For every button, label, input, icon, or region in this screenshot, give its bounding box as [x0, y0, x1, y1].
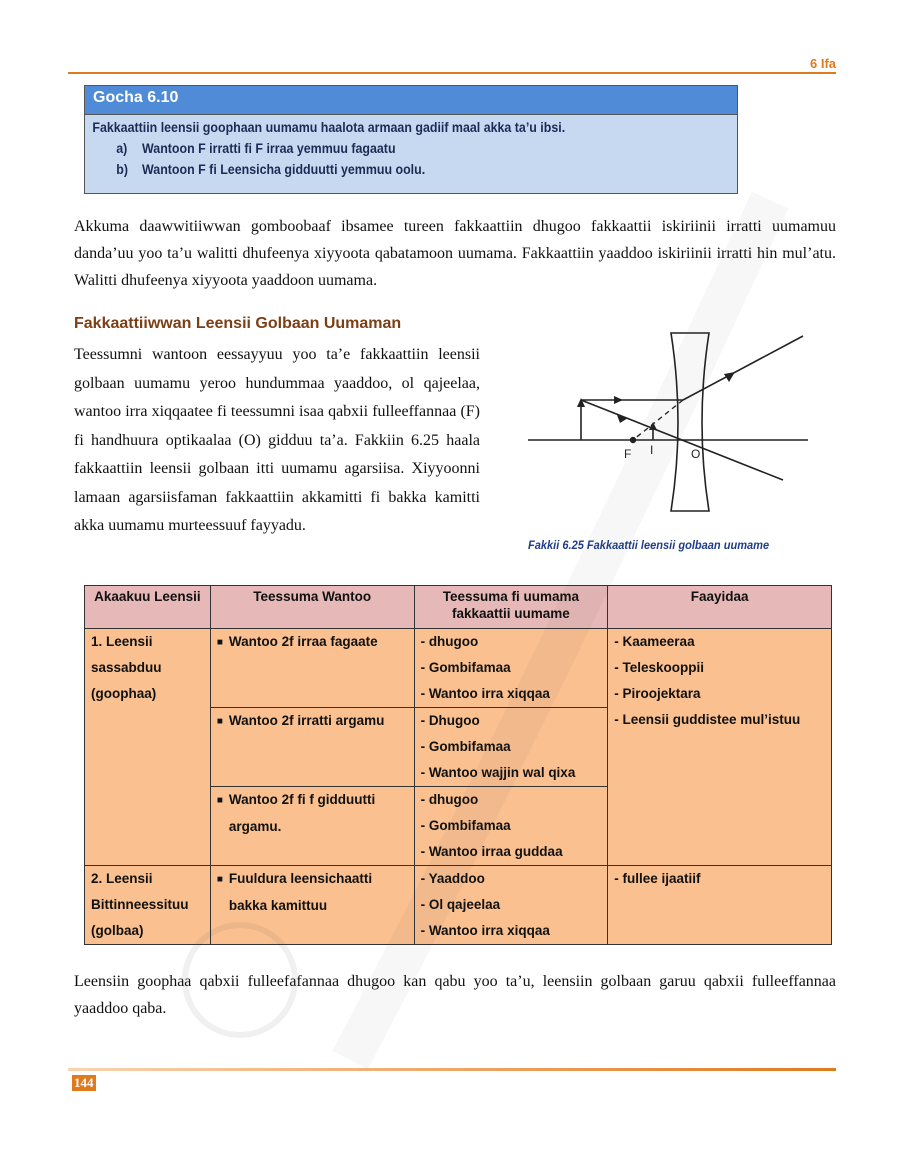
cell-text: Wantoo 2f irraa fagaate	[228, 634, 378, 649]
concave-lens-shape	[671, 333, 709, 511]
cell-text: Wantoo irra xiqqaa	[428, 923, 550, 938]
cell-text: Kaameeraa	[622, 634, 695, 649]
table-row	[85, 629, 832, 708]
cell-text: 2. Leensii	[91, 871, 153, 886]
header-object-position: Teessuma Wantoo	[210, 586, 414, 629]
bullet-icon: ■	[216, 795, 223, 806]
ray-arrow-head	[614, 396, 623, 404]
cell-text: Piroojektara	[622, 686, 701, 701]
chapter-label: 6 Ifa	[809, 56, 836, 71]
cell-text: Wantoo irraa guddaa	[428, 844, 563, 859]
intro-paragraph: Akkuma daawwitiiwwan gomboobaaf ibsamee tureen fakkaattiin dhugoo fakkaattii iskiriinii irratti uumamuu danda’uu yoo ta’u walitti dhufeenya xiyyoota qabatamoon uumama. Fakkaattiin yaaddoo iskiriinii irratti hin mul’atu. Walitti dhufeenya xiyyoota yaaddoon uumama.	[74, 218, 836, 289]
cell-text: - fullee ijaatiif	[614, 871, 701, 886]
page-number: 144	[74, 1075, 94, 1090]
cell-text: Dhugoo	[428, 713, 480, 728]
section-heading: Fakkaattiiwwan Leensii Golbaan Uumaman	[74, 315, 402, 332]
image-nature-cell: - dhugoo - Gombifamaa - Wantoo irra xiqqaa	[414, 629, 608, 708]
cell-text: (golbaa)	[91, 923, 144, 938]
virtual-extension	[633, 400, 683, 440]
cell-text: Gombifamaa	[428, 660, 511, 675]
lens-type-cell	[85, 629, 211, 866]
cell-text: Wantoo irra xiqqaa	[428, 686, 550, 701]
top-rule	[68, 72, 836, 74]
bullet-icon: ■	[216, 716, 223, 727]
image-nature-cell: - Dhugoo - Gombifamaa - Wantoo wajjin wal qixa	[414, 708, 608, 787]
cell-text: Wantoo 2f fi f gidduutti	[228, 792, 376, 807]
refracted-ray	[683, 336, 803, 400]
focal-point	[630, 437, 636, 443]
activity-item-label: a)	[116, 141, 128, 156]
lens-type-cell	[85, 866, 211, 945]
figure-caption: Fakkii 6.25 Fakkaattii leensii golbaan uumame	[528, 538, 770, 552]
cell-text: Wantoo wajjin wal qixa	[428, 765, 576, 780]
activity-title: Gocha 6.10	[85, 86, 737, 115]
image-label: I	[650, 443, 654, 457]
object-position-cell	[210, 629, 414, 708]
uses-cell: - Kaameeraa - Teleskooppii - Piroojektara - Leensii guddistee mul’istuu	[608, 629, 832, 866]
image-nature-cell: - Yaaddoo - Ol qajeelaa - Wantoo irra xiqqaa	[414, 866, 608, 945]
uses-cell	[608, 866, 832, 945]
table-header-row	[85, 586, 832, 629]
focal-label: F	[624, 447, 632, 461]
header-image-nature: Teessuma fi uumama fakkaattii uumame	[414, 586, 608, 629]
cell-text: dhugoo	[428, 792, 479, 807]
cell-text: Wantoo 2f irratti argamu	[228, 713, 385, 728]
activity-box	[84, 85, 738, 194]
activity-item-text: Wantoon F fi Leensicha gidduutti yemmuu oolu.	[142, 162, 426, 177]
object-position-cell	[210, 787, 414, 866]
bottom-rule	[68, 1068, 836, 1071]
concave-lens-diagram	[513, 328, 818, 528]
object-position-cell	[210, 708, 414, 787]
image-arrow-head	[649, 422, 657, 430]
activity-item-text: Wantoon F irratti fi F irraa yemmuu fagaatu	[142, 141, 396, 156]
activity-item-label: b)	[116, 162, 129, 177]
cell-text: Bittinneessituu	[91, 897, 189, 912]
lens-figure	[513, 328, 818, 528]
activity-prompt: Fakkaattiin leensii goophaan uumamu haalota armaan gadiif maal akka ta’u ibsi.	[92, 120, 566, 135]
cell-text: 1. Leensii	[91, 634, 153, 649]
lens-comparison-table	[84, 585, 832, 945]
header-uses: Faayidaa	[608, 586, 832, 629]
cell-text: argamu.	[228, 819, 282, 834]
cell-text: Fuuldura leensichaatti	[228, 871, 373, 886]
cell-text: bakka kamittuu	[228, 898, 328, 913]
optical-centre-label: O	[691, 447, 701, 461]
closing-paragraph: Leensiin goophaa qabxii fulleefafannaa dhugoo kan qabu yoo ta’u, leensiin golbaan garuu qabxii fulleeffannaa yaaddoo qaba.	[74, 973, 836, 1017]
cell-text: sassabduu	[91, 660, 162, 675]
cell-text: Gombifamaa	[428, 818, 511, 833]
object-position-cell	[210, 866, 414, 945]
activity-item	[85, 137, 685, 158]
bullet-icon: ■	[216, 874, 223, 885]
cell-text: Gombifamaa	[428, 739, 511, 754]
cell-text: (goophaa)	[91, 686, 157, 701]
cell-text: Teleskooppii	[622, 660, 705, 675]
bullet-icon: ■	[216, 637, 223, 648]
cell-text: dhugoo	[428, 634, 479, 649]
cell-text: Ol qajeelaa	[428, 897, 501, 912]
header-lens-type: Akaakuu Leensii	[85, 586, 211, 629]
table-row	[85, 866, 832, 945]
cell-text: Yaaddoo	[428, 871, 485, 886]
cell-text: Leensii guddistee mul’istuu	[622, 712, 801, 727]
activity-item	[85, 158, 685, 179]
image-nature-cell: - dhugoo - Gombifamaa - Wantoo irraa guddaa	[414, 787, 608, 866]
section-body: Teessumni wantoon eessayyuu yoo ta’e fakkaattiin leensii golbaan uumamu yeroo hundummaa yaaddoo, ol qajeelaa, wantoo irra xiqqaatee fi teessumni isaa qabxii fulleeffannaa (F) fi handhuura optikaalaa (O) gidduu ta’a. Fakkiin 6.25 haala fakkaattiin leensii golbaan itti uumamu agarsiisa. Xiyyoonni lamaan agarsiisfaman fakkaattiin akkamitti fi bakka kamitti akka uumamu murteessuuf fayyadu.	[74, 346, 480, 534]
